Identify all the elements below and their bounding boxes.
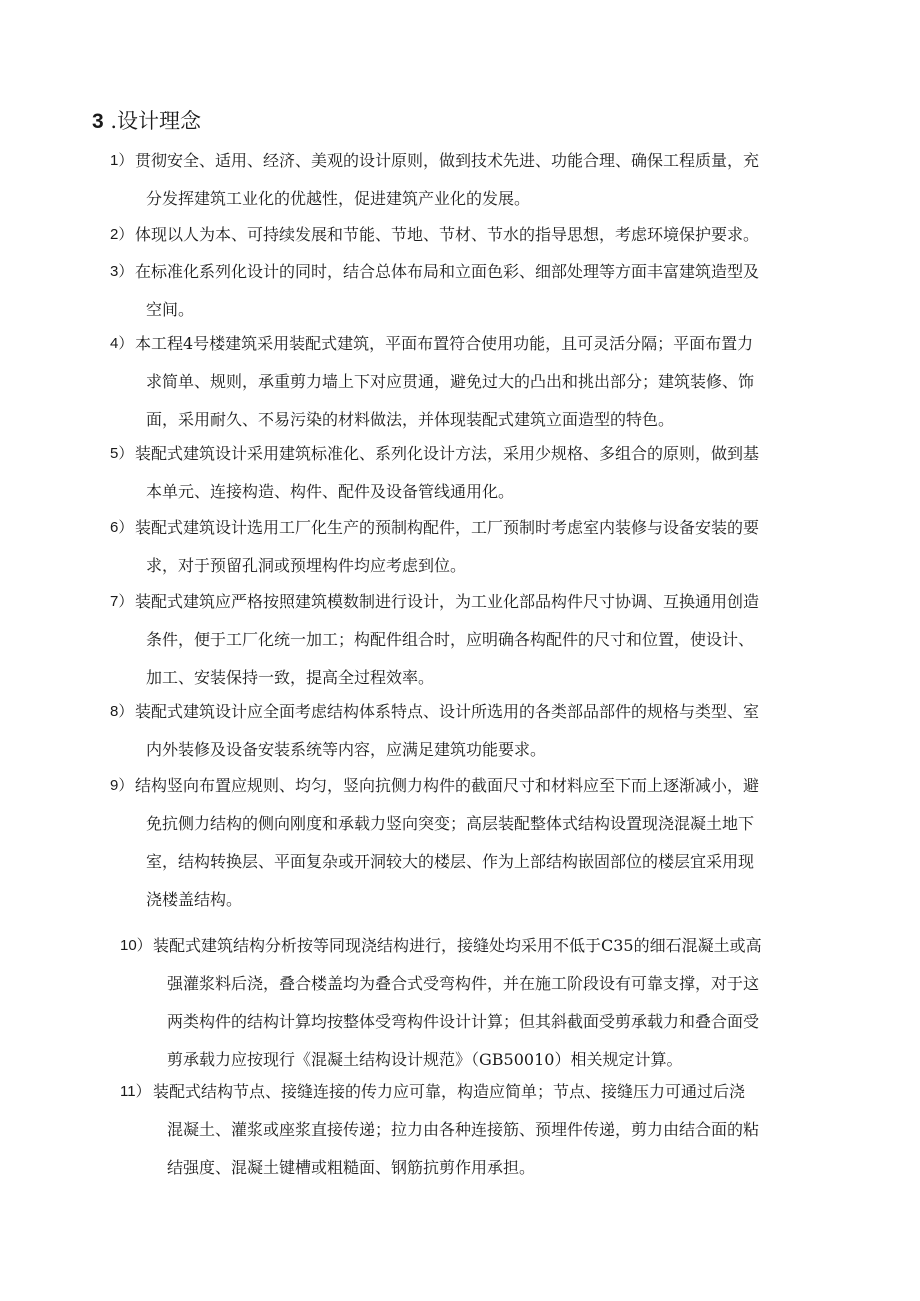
item-label: 2） — [110, 226, 134, 243]
text-line: 混凝土、灌浆或座浆直接传递；拉力由各种连接筋、预埋件传递，剪力由结合面的粘 — [167, 1120, 760, 1139]
item-text — [153, 927, 828, 1079]
item-text — [135, 693, 810, 769]
item-label: 5） — [110, 445, 134, 462]
text-line: 在标准化系列化设计的同时，结合总体布局和立面色彩、细部处理等方面丰富建筑造型及 — [135, 262, 760, 281]
item-text — [135, 767, 810, 919]
text-line: 浇楼盖结构。 — [146, 890, 243, 909]
item-label: 8） — [110, 703, 134, 720]
text-line: 空间。 — [146, 300, 195, 319]
item-label: 11） — [120, 1083, 151, 1100]
item-text — [135, 325, 810, 439]
text-line: 体现以人为本、可持续发展和节能、节地、节材、节水的指导思想，考虑环境保护要求。 — [135, 225, 760, 244]
item-text — [135, 253, 810, 329]
item-label: 3） — [110, 263, 134, 280]
item-label: 9） — [110, 777, 134, 794]
text-line: 免抗侧力结构的侧向刚度和承载力竖向突变；高层装配整体式结构设置现浇混凝土地下 — [146, 814, 755, 833]
item-text — [135, 583, 810, 697]
section-heading — [92, 106, 201, 137]
text-line: 结构竖向布置应规则、均匀，竖向抗侧力构件的截面尺寸和材料应至下而上逐渐减小，避 — [135, 776, 760, 795]
text-line: 求，对于预留孔洞或预埋构件均应考虑到位。 — [146, 556, 467, 575]
text-line: 求简单、规则，承重剪力墙上下对应贯通，避免过大的凸出和挑出部分；建筑装修、饰 — [146, 372, 755, 391]
text-line: 条件，便于工厂化统一加工；构配件组合时，应明确各构配件的尺寸和位置，使设计、 — [146, 630, 755, 649]
text-line: 内外装修及设备安装系统等内容，应满足建筑功能要求。 — [146, 740, 547, 759]
text-line: 装配式结构节点、接缝连接的传力应可靠，构造应简单；节点、接缝压力可通过后浇 — [153, 1082, 746, 1101]
section-title: .设计理念 — [110, 109, 202, 133]
text-line: 面，采用耐久、不易污染的材料做法，并体现装配式建筑立面造型的特色。 — [146, 410, 675, 429]
section-number: 3 — [92, 110, 104, 133]
text-line: 两类构件的结构计算均按整体受弯构件设计计算；但其斜截面受剪承载力和叠合面受 — [167, 1012, 760, 1031]
text-line: 装配式建筑设计采用建筑标准化、系列化设计方法，采用少规格、多组合的原则，做到基 — [135, 444, 760, 463]
text-line: 剪承载力应按现行《混凝土结构设计规范》（GB50010）相关规定计算。 — [167, 1050, 683, 1069]
text-line: 分发挥建筑工业化的优越性，促进建筑产业化的发展。 — [146, 189, 531, 208]
text-line: 加工、安装保持一致，提高全过程效率。 — [146, 668, 435, 687]
item-label: 6） — [110, 519, 134, 536]
text-line: 贯彻安全、适用、经济、美观的设计原则，做到技术先进、功能合理、确保工程质量，充 — [135, 151, 760, 170]
item-text — [135, 509, 810, 585]
item-text — [135, 216, 810, 254]
item-label: 4） — [110, 335, 134, 352]
item-text — [153, 1073, 828, 1187]
text-line: 本单元、连接构造、构件、配件及设备管线通用化。 — [146, 482, 515, 501]
text-line: 强灌浆料后浇，叠合楼盖均为叠合式受弯构件，并在施工阶段设有可靠支撑，对于这 — [167, 974, 760, 993]
item-text — [135, 435, 810, 511]
item-label: 10） — [120, 937, 152, 954]
text-line: 装配式建筑设计应全面考虑结构体系特点、设计所选用的各类部品部件的规格与类型、室 — [135, 702, 760, 721]
item-text — [135, 142, 810, 218]
text-line: 装配式建筑设计选用工厂化生产的预制构配件，工厂预制时考虑室内装修与设备安装的要 — [135, 518, 760, 537]
text-line: 装配式建筑应严格按照建筑模数制进行设计，为工业化部品构件尺寸协调、互换通用创造 — [135, 592, 760, 611]
item-label: 7） — [110, 593, 134, 610]
text-line: 装配式建筑结构分析按等同现浇结构进行，接缝处均采用不低于C35的细石混凝土或高 — [153, 936, 762, 955]
item-label: 1） — [110, 152, 134, 169]
text-line: 室，结构转换层、平面复杂或开洞较大的楼层、作为上部结构嵌固部位的楼层宜采用现 — [146, 852, 755, 871]
text-line: 结强度、混凝土键槽或粗糙面、钢筋抗剪作用承担。 — [167, 1158, 536, 1177]
text-line: 本工程4号楼建筑采用装配式建筑，平面布置符合使用功能，且可灵活分隔；平面布置力 — [135, 334, 754, 353]
